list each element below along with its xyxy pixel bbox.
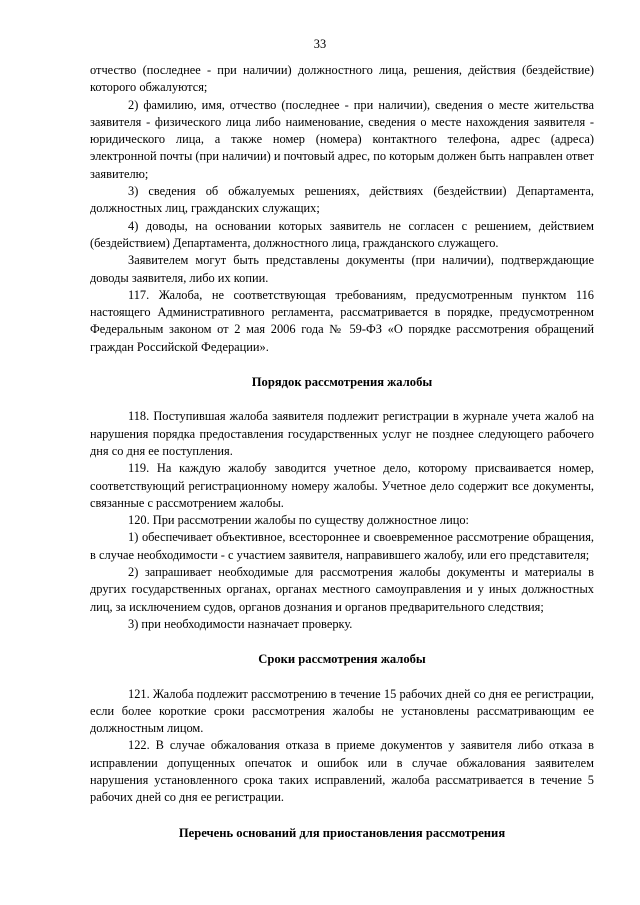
paragraph: 118. Поступившая жалоба заявителя подлежит регистрации в журнале учета жалоб на нарушения порядка предоставления государственных услуг не позднее следующего рабочего дня со дня ее поступления.	[90, 409, 594, 458]
paragraph: 2) фамилию, имя, отчество (последнее - при наличии), сведения о месте жительства заявителя - физического лица либо наименование, сведения о месте нахождения заявителя - юридического лица, а также номер (номера) контактного телефона, адрес (адреса) электронной почты (при наличии) и почтовый адрес, по которым должен быть направлен ответ заявителю;	[90, 97, 594, 181]
paragraph: 121. Жалоба подлежит рассмотрению в течение 15 рабочих дней со дня ее регистрации, если более короткие сроки рассмотрения жалобы не установлены рассматривающим ее должностным лицом.	[90, 686, 594, 736]
paragraph: 122. В случае обжалования отказа в приеме документов у заявителя либо отказа в исправлении допущенных опечаток и ошибок или в случае обжалования заявителем нарушения установленного срока таких исправлений, жалоба рассматривается в течение 5 рабочих дней со дня ее регистрации.	[90, 738, 594, 805]
paragraph: 1) обеспечивает объективное, всестороннее и своевременное рассмотрение обращения, в случае необходимости - с участием заявителя, направившего жалобу, или его представителя;	[90, 530, 594, 562]
document-body	[90, 62, 594, 842]
page-number: 33	[313, 37, 327, 51]
section-heading: Порядок рассмотрения жалобы	[251, 375, 433, 390]
paragraph: 2) запрашивает необходимые для рассмотрения жалобы документы и материалы в других государственных органах, органах местного самоуправления и у иных должностных лиц, за исключением судов, органов дознания и органов предварительного следствия;	[90, 565, 594, 614]
paragraph: Заявителем могут быть представлены документы (при наличии), подтверждающие доводы заявителя, либо их копии.	[90, 253, 594, 285]
paragraph: 119. На каждую жалобу заводится учетное дело, которому присваивается номер, соответствующий регистрационному номеру жалобы. Учетное дело содержит все документы, связанные с рассмотрением жалобы.	[90, 461, 594, 510]
section-heading: Перечень оснований для приостановления рассмотрения	[178, 825, 506, 840]
section-heading: Сроки рассмотрения жалобы	[258, 652, 426, 667]
paragraph: 3) при необходимости назначает проверку.	[128, 616, 353, 631]
paragraph: отчество (последнее - при наличии) должностного лица, решения, действия (бездействие) которого обжалуются;	[90, 63, 594, 95]
paragraph: 117. Жалоба, не соответствующая требованиям, предусмотренным пунктом 116 настоящего Административного регламента, рассматривается в порядке, предусмотренном Федеральным законом от 2 мая 2006 года № 59-ФЗ «О порядке рассмотрения обращений граждан Российской Федерации».	[90, 287, 594, 354]
paragraph: 3) сведения об обжалуемых решениях, действиях (бездействии) Департамента, должностных лиц, гражданских служащих;	[90, 184, 594, 216]
paragraph: 4) доводы, на основании которых заявитель не согласен с решением, действием (бездействием) Департамента, должностного лица, гражданского служащего.	[90, 218, 594, 250]
paragraph: 120. При рассмотрении жалобы по существу должностное лицо:	[128, 513, 469, 528]
